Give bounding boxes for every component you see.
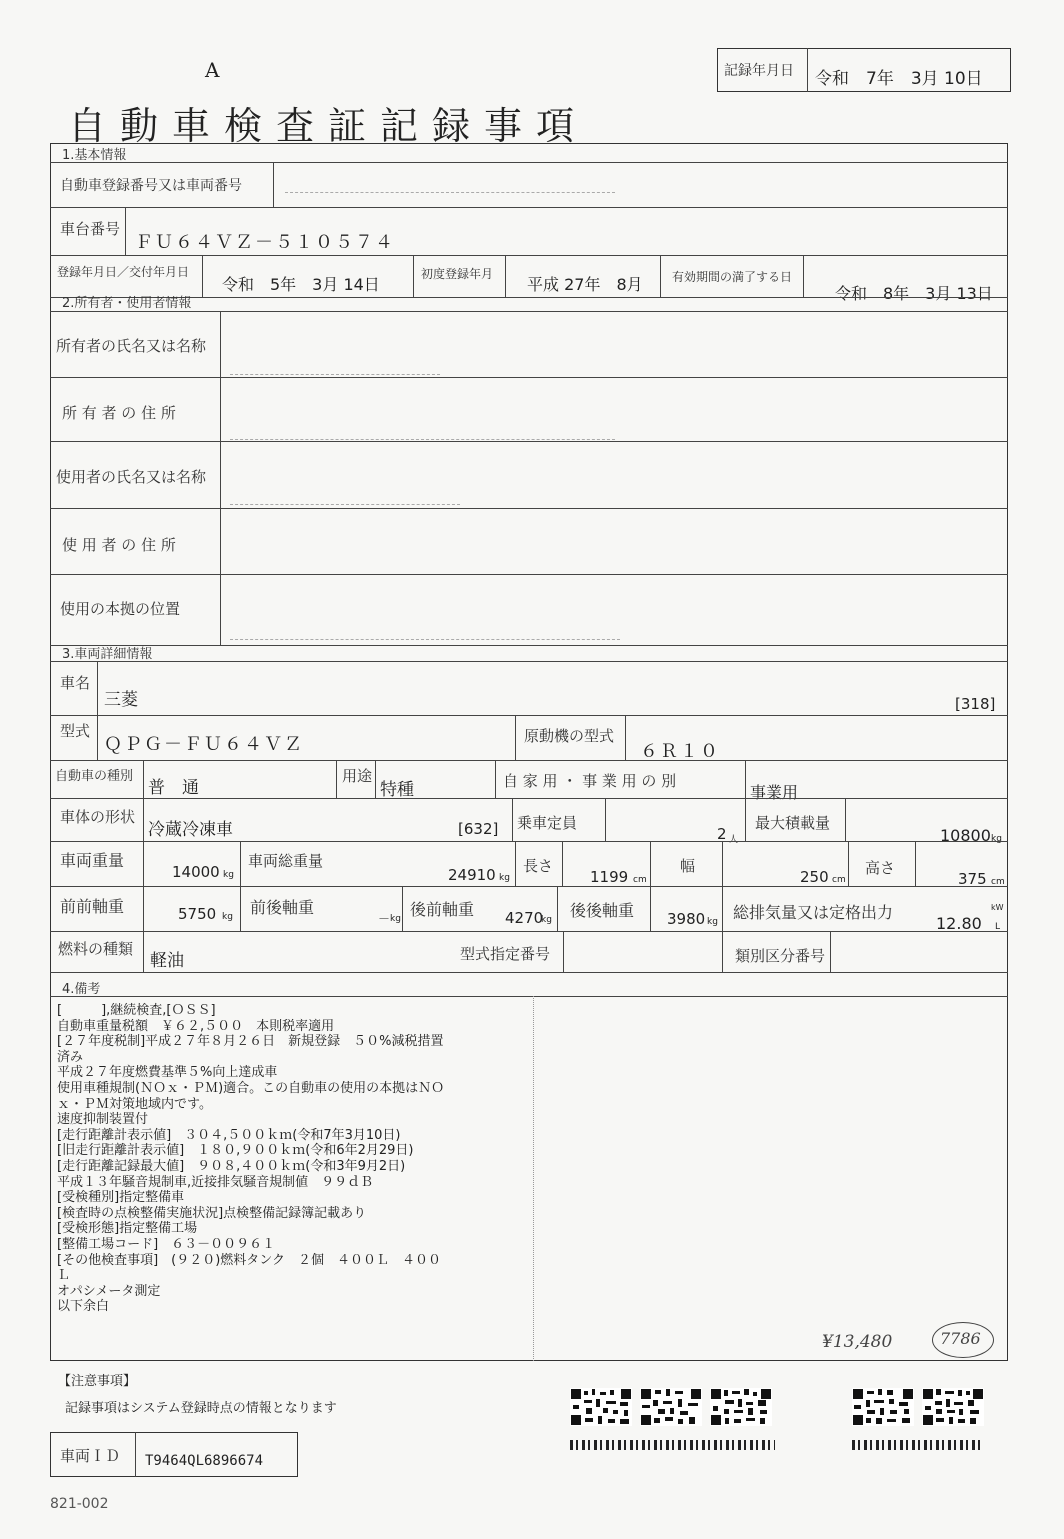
handwritten-circle-number: 7786 xyxy=(940,1329,981,1348)
remarks-line: [受検種別]指定整備車 xyxy=(57,1190,185,1206)
weight-label: 車両重量 xyxy=(60,851,125,870)
rr-axle-unit: kg xyxy=(707,917,718,927)
car-name-label: 車名 xyxy=(60,674,91,692)
length-label: 長さ xyxy=(523,857,554,875)
class-label: 類別区分番号 xyxy=(735,947,826,965)
remarks-line: オパシメータ測定 xyxy=(57,1283,161,1299)
gross-weight-label: 車両総重量 xyxy=(248,852,324,870)
ff-axle-value: 5750 xyxy=(178,905,217,923)
reg-date-value: 令和 5年 3月 14日 xyxy=(222,275,380,294)
length-value: 1199 xyxy=(590,868,629,886)
handwritten-amount: ¥13,480 xyxy=(822,1332,893,1352)
fr-axle-value: － xyxy=(378,912,391,926)
user-address-redacted xyxy=(230,560,550,575)
section1-heading: 1.基本情報 xyxy=(62,148,127,163)
rf-axle-value: 4270 xyxy=(505,909,544,927)
capacity-value: 2 xyxy=(717,825,727,843)
qr-code-icon xyxy=(570,1388,632,1426)
private-business-label: 自 家 用 ・ 事 業 用 の 別 xyxy=(503,772,677,790)
owner-name-label: 所有者の氏名又は名称 xyxy=(56,337,207,355)
record-date-label: 記録年月日 xyxy=(724,63,794,79)
expiry-value: 令和 8年 3月 13日 xyxy=(835,284,993,303)
reg-no-label: 自動車登録番号又は車両番号 xyxy=(60,178,242,194)
qr-strip xyxy=(570,1440,775,1450)
remarks-line: [検査時の点検整備実施状況]点検整備記録簿記載あり xyxy=(57,1205,367,1221)
capacity-unit: 人 xyxy=(729,835,739,845)
body-label: 車体の形状 xyxy=(60,808,136,826)
footer-code: 821-002 xyxy=(50,1496,109,1512)
qr-code-icon xyxy=(922,1388,984,1426)
base-location-redacted xyxy=(230,625,620,640)
use-value: 特種 xyxy=(380,780,414,800)
record-date-value: 令和 7年 3月 10日 xyxy=(815,69,983,89)
remarks-line: ｘ・ＰＭ対策地域内です。 xyxy=(57,1096,212,1112)
remarks-list xyxy=(57,1003,537,1315)
qr-code-icon xyxy=(640,1388,702,1426)
reg-date-label: 登録年月日／交付年月日 xyxy=(57,265,190,279)
remarks-line: 使用車種規制(ＮＯｘ・ＰＭ)適合。この自動車の使用の本拠はＮＯ xyxy=(57,1080,445,1096)
height-unit: cm xyxy=(991,877,1005,887)
width-label: 幅 xyxy=(680,857,696,875)
length-unit: cm xyxy=(633,875,647,885)
ff-axle-unit: kg xyxy=(222,912,233,922)
rf-axle-label: 後前軸重 xyxy=(410,900,475,919)
remarks-line: 済み xyxy=(57,1049,84,1065)
max-load-label: 最大積載量 xyxy=(755,814,831,832)
notes-text: 記録事項はシステム登録時点の情報となります xyxy=(65,1401,337,1416)
expiry-label: 有効期間の満了する日 xyxy=(672,270,793,284)
ff-axle-label: 前前軸重 xyxy=(60,897,125,916)
gross-weight-unit: kg xyxy=(499,873,510,883)
section2-heading: 2.所有者・使用者情報 xyxy=(62,296,192,311)
base-location-label: 使用の本拠の位置 xyxy=(60,600,181,618)
capacity-label: 乗車定員 xyxy=(517,814,578,832)
private-business-value: 事業用 xyxy=(750,783,799,802)
qr-code-icon xyxy=(710,1388,772,1426)
remarks-line: Ｌ xyxy=(57,1268,71,1284)
user-address-label: 使 用 者 の 住 所 xyxy=(62,536,176,554)
max-load-unit: kg xyxy=(991,834,1002,844)
body-code: [632] xyxy=(458,820,499,838)
form-code: A xyxy=(205,58,220,82)
car-name-value: 三菱 xyxy=(104,690,138,710)
category-label: 自動車の種別 xyxy=(55,769,134,784)
user-name-label: 使用者の氏名又は名称 xyxy=(56,468,207,486)
category-value: 普 通 xyxy=(148,778,199,798)
user-name-redacted xyxy=(230,490,460,505)
displacement-label: 総排気量又は定格出力 xyxy=(733,903,894,922)
height-label: 高さ xyxy=(865,859,896,877)
engine-label: 原動機の型式 xyxy=(524,727,615,745)
car-name-code: [318] xyxy=(955,695,996,713)
model-value: ＱＰＧ－ＦＵ６４ＶＺ xyxy=(104,734,304,755)
document-title: 自動車検査証記録事項 xyxy=(68,104,589,148)
notes-heading: 【注意事項】 xyxy=(58,1374,137,1389)
remarks-line: [受検形態]指定整備工場 xyxy=(57,1221,198,1237)
remarks-line: 自動車重量税額 ￥６２,５００ 本則税率適用 xyxy=(57,1018,335,1034)
fr-axle-label: 前後軸重 xyxy=(250,898,315,917)
remarks-line: [走行距離計表示値] ３０４,５００ｋｍ(令和7年3月10日) xyxy=(57,1127,401,1143)
reg-no-redacted xyxy=(285,178,615,193)
section3-heading: 3.車両詳細情報 xyxy=(62,647,153,662)
model-label: 型式 xyxy=(60,722,91,740)
remarks-line: [旧走行距離計表示値] １８０,９００ｋｍ(令和6年2月29日) xyxy=(57,1143,414,1159)
remarks-line: 平成１３年騒音規制車,近接排気騒音規制値 ９９ｄＢ xyxy=(57,1174,374,1190)
displacement-unit-l: L xyxy=(995,922,1001,932)
displacement-value: 12.80 xyxy=(936,914,982,933)
chassis-label: 車台番号 xyxy=(60,220,121,238)
displacement-unit-kw: kW xyxy=(991,903,1004,912)
owner-address-label: 所 有 者 の 住 所 xyxy=(62,404,176,422)
owner-address-redacted xyxy=(230,425,615,440)
remarks-line: [走行距離記録最大値] ９０８,４００ｋｍ(令和3年9月2日) xyxy=(57,1158,406,1174)
section4-heading: 4.備考 xyxy=(62,982,101,997)
height-value: 375 xyxy=(958,870,987,888)
remarks-line: 平成２７年度燃費基準５%向上達成車 xyxy=(57,1065,278,1081)
chassis-value: ＦＵ６４ＶＺ－５１０５７４ xyxy=(135,232,395,253)
remarks-line: 速度抑制装置付 xyxy=(57,1112,149,1128)
remarks-line: [整備工場コード] ６３－００９６１ xyxy=(57,1236,276,1252)
qr-code-icon xyxy=(852,1388,914,1426)
engine-value: ６Ｒ１０ xyxy=(640,741,720,762)
first-reg-label: 初度登録年月 xyxy=(421,267,494,281)
remarks-line: [２７年度税制]平成２７年８月２６日 新規登録 ５０%減税措置 xyxy=(57,1034,444,1050)
first-reg-value: 平成 27年 8月 xyxy=(527,275,643,294)
remarks-line: 以下余白 xyxy=(57,1299,110,1315)
rr-axle-value: 3980 xyxy=(667,910,706,928)
remarks-line: [ ],継続検査,[ＯＳＳ] xyxy=(57,1003,216,1018)
width-value: 250 xyxy=(800,868,829,886)
weight-value: 14000 xyxy=(172,863,220,881)
rr-axle-label: 後後軸重 xyxy=(570,901,635,920)
use-label: 用途 xyxy=(342,767,373,785)
remarks-line: [その他検査事項] (９２０)燃料タンク ２個 ４００Ｌ ４００ xyxy=(57,1252,442,1268)
fuel-value: 軽油 xyxy=(150,951,184,971)
width-unit: cm xyxy=(832,875,846,885)
max-load-value: 10800 xyxy=(940,826,991,845)
gross-weight-value: 24910 xyxy=(448,866,496,884)
fr-axle-unit: kg xyxy=(390,914,401,924)
vehicle-id-label: 車両ＩＤ xyxy=(60,1447,121,1465)
weight-unit: kg xyxy=(223,870,234,880)
body-value: 冷蔵冷凍車 xyxy=(148,820,233,840)
owner-name-redacted xyxy=(230,360,440,375)
rf-axle-unit: kg xyxy=(541,915,552,925)
vehicle-id-value: T9464QL6896674 xyxy=(145,1453,264,1469)
type-designation-label: 型式指定番号 xyxy=(460,945,551,963)
qr-strip xyxy=(852,1440,984,1450)
fuel-label: 燃料の種類 xyxy=(58,940,134,958)
